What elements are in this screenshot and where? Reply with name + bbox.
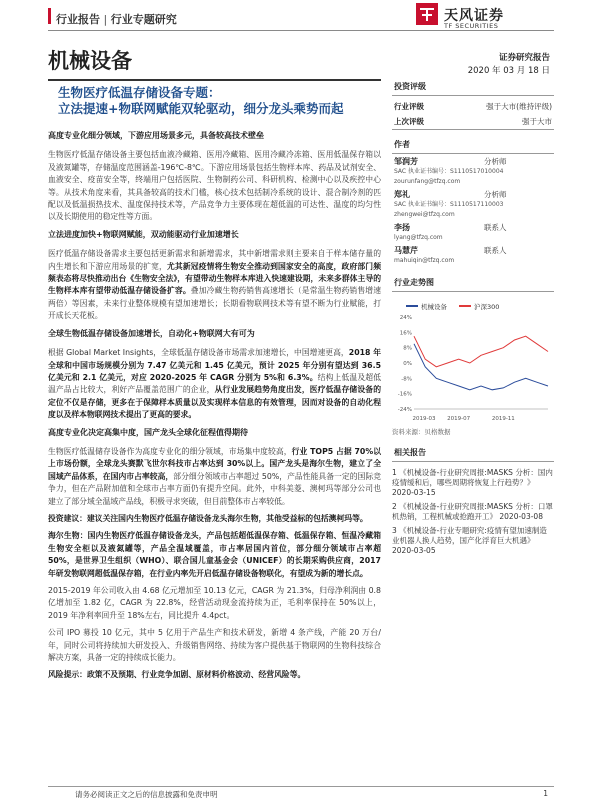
y-tick-label: 0%	[403, 360, 412, 367]
prev-rating-label: 上次评级	[394, 117, 424, 126]
analyst-name: 李扬	[394, 223, 410, 232]
analyst-email[interactable]: zourunfang@tfzq.com	[394, 178, 461, 185]
analyst-name: 邹润芳	[394, 157, 418, 166]
prev-rating-row	[392, 114, 554, 130]
bold-text: 从行业发展趋势角度出发，医疗低温存储设备的定位不仅是存储，更多在于保障样本质量以及实现样本信息的有效管理，因而对设备的自动化程度以及样本物联网技术提出了更高的要求。	[48, 385, 382, 420]
trend-chart-svg	[392, 311, 554, 423]
analyst-name: 郑礼	[394, 190, 410, 199]
bold-text: 尤其新冠疫情将生物安全推动到国家安全的高度，政府部门频频表态将尽快推动出台《生物安全法》，有望带动生物样本库进入快速建设期，未来多群体主导的生物样本库有望带动低温存储设备扩容。	[48, 261, 382, 296]
body-paragraph	[48, 585, 381, 622]
analyst-title: 分析师	[484, 190, 507, 199]
section-heading: 立法进度加快+物联网赋能，双动能驱动行业加速增长	[48, 229, 239, 239]
related-list	[392, 468, 554, 557]
bold-text: 行业 TOP5 占据 70%以上市场份额，全球龙头赛默飞世尔科技市占率达到 30%以上。国产龙头是海尔生物，建立了全国域产品体系，在国内市占率较高，	[48, 446, 381, 481]
main-content	[48, 130, 381, 687]
rating-value: 强于大市(维持评级)	[486, 102, 552, 111]
y-tick-label: -16%	[397, 391, 412, 398]
body-text: 叠加冷藏生物药销售高速增长（是常温生物药销售增速两倍）等因素，未来行业整体规模有望加速增长；长期看物联网技术等有望不断为行业赋能，打开成长天花板。	[48, 286, 382, 321]
section-heading: 高度专业化决定高集中度，国产龙头全球化征程值得期待	[48, 427, 248, 437]
header-divider	[48, 30, 554, 31]
y-tick-label: -8%	[401, 375, 412, 382]
analyst-card	[392, 246, 554, 266]
related-heading: 相关报告	[392, 444, 554, 462]
authors-heading: 作者	[392, 136, 554, 154]
x-tick-label: 2019-03	[412, 415, 436, 422]
legend-item	[406, 302, 447, 311]
rating-label: 行业评级	[394, 102, 424, 111]
analyst-email[interactable]: zhengwei@tfzq.com	[394, 211, 455, 218]
report-category	[56, 11, 177, 27]
body-paragraph	[48, 513, 381, 525]
body-paragraph	[48, 627, 381, 664]
series-line-0	[414, 343, 548, 389]
trend-chart	[392, 300, 554, 425]
header-accent-bar	[48, 8, 51, 24]
related-report-link[interactable]: 3 《机械设备-行业专题研究:疫情有望加速制造业机器人换人趋势，国产化浮育巨大机遇》 2020-03-05	[392, 525, 547, 556]
y-tick-label: 8%	[403, 345, 412, 352]
rating-row	[392, 99, 554, 114]
section-heading: 高度专业化细分领域，下游应用场景多元，具备较高技术壁垒	[48, 131, 264, 140]
body-text: 公司 IPO 募投 10 亿元，其中 5 亿用于产品生产和技术研发，新增 4 条产线，产能 20 万台/年，同时公司将持续加大研发投入、升级销售网络、持续为客户提供基于物联网的生物科技综合解决方案，具备一定的持续成长能力。	[48, 628, 381, 663]
report-title-line1: 生物医疗低温存储设备专题：	[58, 85, 221, 100]
rating-heading: 投资评级	[392, 78, 554, 96]
analyst-title: 联系人	[484, 246, 507, 255]
sidebar	[392, 78, 554, 560]
trend-heading: 行业走势图	[392, 274, 554, 292]
body-paragraph	[48, 248, 381, 322]
legend-label: 沪深300	[474, 302, 500, 311]
analyst-card	[392, 223, 554, 243]
legend-swatch	[459, 305, 471, 307]
footer-disclaimer: 请务必阅读正文之后的信息披露和免责申明	[75, 790, 218, 799]
y-tick-label: 16%	[399, 329, 412, 336]
industry-title: 机械设备	[48, 49, 132, 73]
analyst-sac: SAC 执业证书编号：S1110517010004	[394, 168, 504, 175]
category-label: 行业报告	[56, 13, 100, 26]
analyst-title: 分析师	[484, 157, 507, 166]
body-text: 2015-2019 年公司收入由 4.68 亿元增加至 10.13 亿元，CAGR 为 21.3%，归母净利润由 0.8 亿增加至 1.82 亿，CAGR 为 22.8%，经营活动现金流持续为正，毛利率保持在 50%以上，2019 年净利率回升至 18%左右，同比提升 4.4pct。	[48, 586, 381, 620]
analyst-email[interactable]: mahuiqin@tfzq.com	[394, 257, 455, 264]
body-paragraph	[48, 669, 381, 681]
body-paragraph	[48, 446, 381, 508]
analyst-list	[392, 157, 554, 266]
body-text: 生物医疗低温存储设备主要包括血液冷藏箱、医用冷藏箱、医用冷藏冷冻箱、医用低温保存箱以及液氮罐等，存储温度范围涵盖-196℃-8℃。下游应用场景包括生物样本库、药品及试剂安全、血液安全、疫苗安全等，终端用户包括医院、生物制药公司、科研机构、检测中心以及疾控中心等。从技术角度来看，其具备较高的技术门槛，核心技术包括制冷系统的设计、混合制冷剂的匹配以及低温损热技术、温度保持技术等，产品竞争力主要体现在超低温的可达性、温度的均匀性以及长期使用的稳定性等方面。	[48, 150, 381, 222]
bold-text: 投资建议：建议关注国内生物医疗低温存储设备龙头海尔生物，其他受益标的包括澳柯玛等。	[48, 513, 368, 523]
analyst-title: 联系人	[484, 223, 507, 232]
chart-legend	[392, 300, 554, 311]
logo-name: 天风证券	[444, 8, 504, 24]
legend-label: 机械设备	[421, 302, 447, 311]
legend-item	[459, 302, 499, 311]
x-tick-label: 2019-07	[447, 415, 471, 422]
legend-swatch	[406, 305, 418, 307]
analyst-sac: SAC 执业证书编号：S1110517110003	[394, 201, 504, 208]
analyst-email[interactable]: lyang@tfzq.com	[394, 234, 443, 241]
bold-text: 海尔生物：国内生物医疗低温存储设备龙头，产品包括超低温保存箱、低温保存箱、恒温冷藏箱生物安全柜以及液氮罐等，产品全温域覆盖，市占率居国内首位，部分细分领域市占率超 50%，是世界卫生组织（WHO）、联合国儿童基金会（UNICEF）的长期采购供应商，2017 年研发物联网超低温保存箱，在行业内率先开启低温存储设备物联化，有望成为新的增长点。	[48, 531, 381, 578]
subcategory-label: 行业专题研究	[110, 13, 177, 26]
footer-divider	[48, 786, 554, 787]
related-report-link[interactable]: 2 《机械设备-行业研究周报:MASKS 分析：口罩机热销，工程机械或抢跑开工》 2020-03-08	[392, 501, 553, 522]
body-paragraph	[48, 347, 381, 421]
logo-icon	[416, 3, 438, 25]
body-text: 医疗低温存储设备需求主要包括更新需求和新增需求，其中新增需求则主要来自于样本储存量的内生增长和下游应用场景的扩宽，	[48, 249, 381, 271]
x-tick-label: 2019-11	[491, 415, 515, 422]
analyst-card	[392, 157, 554, 187]
body-paragraph	[48, 530, 381, 580]
y-tick-label: 24%	[399, 314, 412, 321]
analyst-name: 马慧芹	[394, 246, 418, 255]
page-number: 1	[543, 789, 548, 798]
body-text: 根据 Global Market Insights，全球低温存储设备市场需求加速增长，中国增速更高，	[48, 348, 349, 358]
prev-rating-value: 强于大市	[522, 117, 552, 126]
related-report-link[interactable]: 1 《机械设备-行业研究周报:MASKS 分析：国内疫情缓和后，哪些周期将恢复上行趋势？》 2020-03-15	[392, 467, 553, 498]
report-date: 2020 年 03 月 18 日	[467, 66, 550, 76]
logo-name-en: TF SECURITIES	[444, 22, 499, 30]
bold-text: 2018 年全球和中国市场规模分别为 7.47 亿美元和 1.45 亿美元，预计 2025 年分别有望达到 36.5 亿美元和 2.1 亿美元，对应 2020-2025 年 CAGR 分别为 5%和 6.3%。	[48, 348, 381, 382]
report-title-line2: 立法提速+物联网赋能双轮驱动，细分龙头乘势而起	[58, 101, 344, 116]
body-text: 生物医疗低温储存设备作为高度专业化的细分领域，市场集中度较高，	[48, 446, 292, 456]
title-divider	[48, 79, 381, 81]
series-line-1	[414, 336, 548, 367]
y-tick-label: -24%	[397, 406, 412, 413]
body-text: 部分细分领域市占率超过 50%，产品性能具备一定的国际竞争力，但在产品附加值和全球市占率方面仍有提升空间。此外，中科美菱、澳柯玛等部分公司也建立了部分域全温域产品线，积极寻求突破，但目前整体市占率较低。	[48, 471, 381, 506]
chart-source: 资料来源：贝格数据	[392, 427, 451, 436]
body-text: 结构上低温及超低温产品占比较大，利好产品覆盖范围广的企业，	[48, 372, 382, 395]
body-paragraph	[48, 149, 381, 223]
bold-text: 风险提示：政策不及预期、行业竞争加剧、原材料价格波动、经营风险等。	[48, 670, 306, 680]
category-divider: |	[103, 13, 111, 26]
report-type: 证券研究报告	[498, 53, 550, 63]
analyst-card	[392, 190, 554, 220]
section-heading: 全球生物低温存储设备加速增长，自动化+物联网大有可为	[48, 328, 255, 338]
